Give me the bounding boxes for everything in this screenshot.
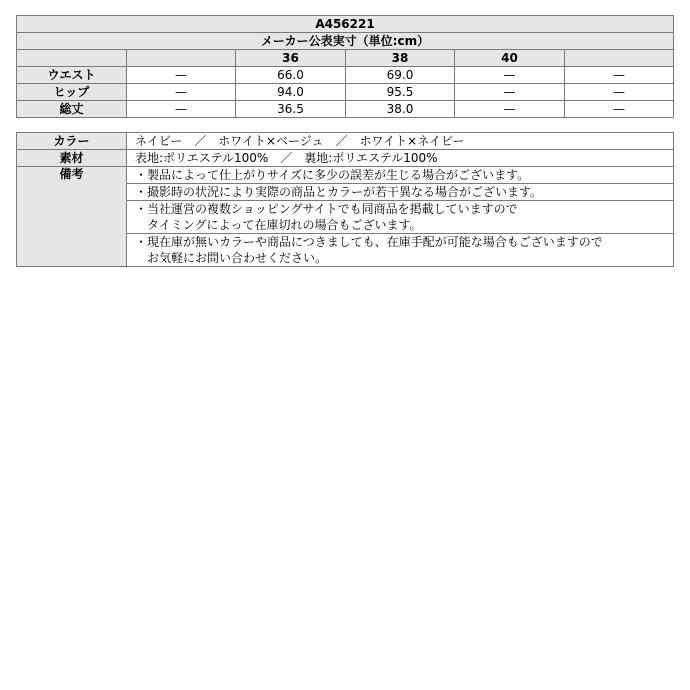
value-cell: — (565, 101, 674, 118)
material-label: 素材 (17, 150, 127, 167)
table-row (17, 133, 674, 150)
size-table-subtitle: メーカー公表実寸（単位:cm） (17, 33, 674, 50)
size-header-cell: 38 (346, 50, 455, 67)
value-cell: 95.5 (346, 84, 455, 101)
table-row (17, 167, 674, 184)
color-value: ネイビー ／ ホワイト×ベージュ ／ ホワイト×ネイビー (127, 133, 674, 150)
product-code: A456221 (17, 16, 674, 33)
table-row (17, 101, 674, 118)
note-item (127, 167, 674, 184)
notes-label: 備考 (17, 167, 127, 267)
value-cell: — (565, 67, 674, 84)
size-header-cell: 40 (455, 50, 565, 67)
note-line: ・撮影時の状況により実際の商品とカラーが若干異なる場合がございます。 (135, 185, 543, 199)
note-item (127, 234, 674, 267)
info-table (16, 132, 674, 267)
value-cell: — (565, 84, 674, 101)
size-header-row (17, 50, 674, 67)
value-cell: 36.5 (236, 101, 346, 118)
color-label: カラー (17, 133, 127, 150)
size-header-corner (17, 50, 127, 67)
value-cell: 66.0 (236, 67, 346, 84)
value-cell: 38.0 (346, 101, 455, 118)
size-table (16, 15, 674, 118)
value-cell: — (127, 84, 236, 101)
note-item (127, 201, 674, 234)
table-row (17, 150, 674, 167)
size-header-cell (565, 50, 674, 67)
value-cell: — (455, 101, 565, 118)
value-cell: — (455, 67, 565, 84)
row-label: ヒップ (17, 84, 127, 101)
size-header-cell (127, 50, 236, 67)
row-label: ウエスト (17, 67, 127, 84)
note-line: タイミングによって在庫切れの場合もございます。 (135, 218, 422, 232)
row-label: 総丈 (17, 101, 127, 118)
note-line: ・製品によって仕上がりサイズに多少の誤差が生じる場合がございます。 (135, 168, 530, 182)
note-line: ・現在庫が無いカラーや商品につきましても、在庫手配が可能な場合もございますので (135, 235, 603, 249)
material-value: 表地:ポリエステル100% ／ 裏地:ポリエステル100% (127, 150, 674, 167)
value-cell: — (455, 84, 565, 101)
value-cell: 69.0 (346, 67, 455, 84)
note-line: ・当社運営の複数ショッピングサイトでも同商品を掲載していますので (135, 202, 518, 216)
table-row (17, 84, 674, 101)
note-line: お気軽にお問い合わせください。 (135, 251, 328, 265)
value-cell: — (127, 67, 236, 84)
value-cell: — (127, 101, 236, 118)
table-row (17, 67, 674, 84)
value-cell: 94.0 (236, 84, 346, 101)
size-header-cell: 36 (236, 50, 346, 67)
note-item (127, 184, 674, 201)
